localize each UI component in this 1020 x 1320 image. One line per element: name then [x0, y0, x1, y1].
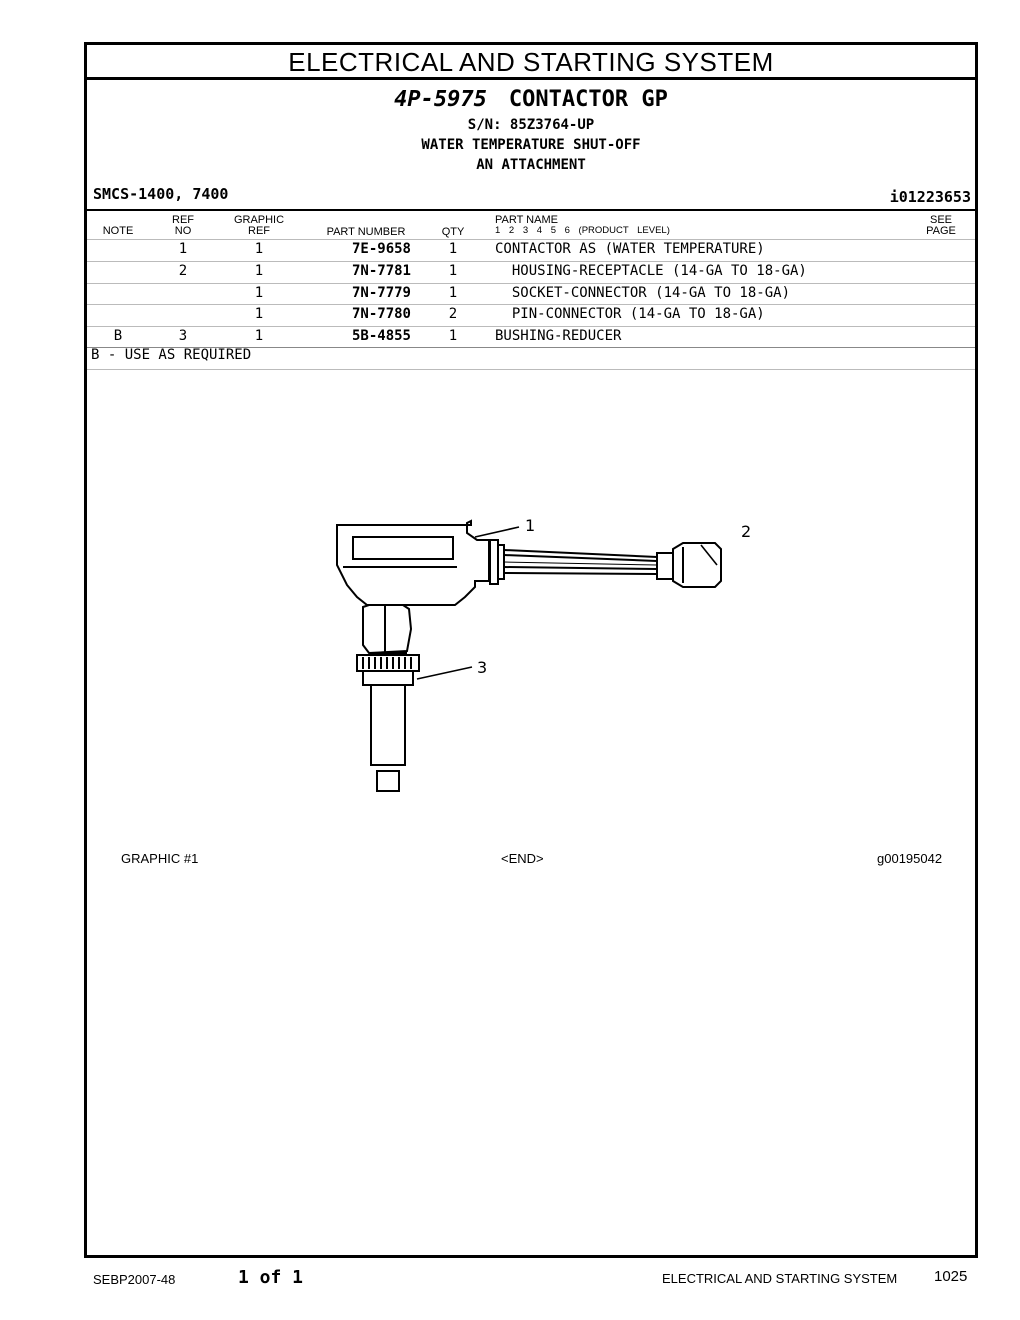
- part-title: [87, 85, 975, 115]
- row-part-number: 7N-7781: [351, 263, 411, 279]
- graphic-id: g00195042: [877, 851, 943, 866]
- row-part-name: PIN-CONNECTOR (14-GA TO 18-GA): [495, 306, 765, 322]
- row-graphic-ref: 1: [254, 306, 264, 322]
- page-number: 1025: [934, 1268, 968, 1285]
- row-part-name: HOUSING-RECEPTACLE (14-GA TO 18-GA): [495, 263, 807, 279]
- document-identifier: i01223653: [889, 188, 971, 206]
- col-part-name: PART NAME: [495, 214, 558, 226]
- col-ref-bottom: NO: [174, 225, 192, 237]
- row-divider: [87, 369, 975, 370]
- callout-2: 2: [741, 522, 752, 541]
- smcs-code: SMCS-1400, 7400: [93, 185, 229, 203]
- hex-nut: [363, 605, 411, 653]
- row-ref-no: 3: [178, 328, 188, 344]
- connector-housing: [673, 543, 721, 587]
- row-graphic-ref: 1: [254, 263, 264, 279]
- row-part-name: BUSHING-REDUCER: [495, 328, 622, 344]
- probe-tip: [377, 771, 399, 791]
- footer-section: ELECTRICAL AND STARTING SYSTEM: [662, 1271, 898, 1286]
- row-ref-no: 2: [178, 263, 188, 279]
- temperature-probe: [371, 685, 405, 765]
- col-graphic-ref-bottom: REF: [248, 225, 270, 237]
- row-graphic-ref: 1: [254, 241, 264, 257]
- divider: [87, 209, 975, 211]
- col-product-level: 1 2 3 4 5 6 (PRODUCT LEVEL): [495, 225, 670, 236]
- footnote: B - USE AS REQUIRED: [91, 347, 252, 363]
- contactor-illustration: [307, 485, 752, 785]
- row-qty: 1: [448, 263, 458, 279]
- description-line-2: AN ATTACHMENT: [476, 157, 586, 173]
- col-ref-top: REF: [172, 214, 194, 226]
- row-part-number: 7N-7779: [351, 285, 411, 301]
- col-part-number: PART NUMBER: [326, 226, 406, 238]
- row-part-number: 7E-9658: [351, 241, 411, 257]
- callout-1: 1: [525, 516, 536, 535]
- row-qty: 2: [448, 306, 458, 322]
- title-block: [87, 85, 975, 175]
- graphic-end: <END>: [501, 851, 544, 866]
- page-frame: [84, 42, 978, 1258]
- col-see-page-top: SEE: [929, 214, 952, 226]
- row-ref-no: 1: [178, 241, 188, 257]
- contactor-window: [353, 537, 453, 559]
- row-part-name: CONTACTOR AS (WATER TEMPERATURE): [495, 241, 765, 257]
- contactor-body: [337, 521, 489, 605]
- row-graphic-ref: 1: [254, 328, 264, 344]
- row-note: B: [113, 328, 123, 344]
- col-graphic-ref-top: GRAPHIC: [233, 214, 285, 226]
- row-part-name: SOCKET-CONNECTOR (14-GA TO 18-GA): [495, 285, 791, 301]
- callout-3: 3: [477, 658, 488, 677]
- document-number: SEBP2007-48: [93, 1272, 176, 1287]
- graphic-label: GRAPHIC #1: [121, 851, 199, 866]
- col-qty: QTY: [441, 226, 465, 238]
- row-qty: 1: [448, 285, 458, 301]
- col-see-page-bottom: PAGE: [926, 225, 956, 237]
- row-qty: 1: [448, 241, 458, 257]
- row-qty: 1: [448, 328, 458, 344]
- page-count: 1 of 1: [238, 1267, 304, 1288]
- col-note: NOTE: [102, 225, 134, 237]
- group-part-number: 4P-5975: [394, 87, 487, 112]
- group-part-name: CONTACTOR GP: [508, 87, 668, 112]
- row-graphic-ref: 1: [254, 285, 264, 301]
- connector-sleeve: [657, 553, 673, 579]
- description-line-1: WATER TEMPERATURE SHUT-OFF: [421, 137, 641, 153]
- section-title: ELECTRICAL AND STARTING SYSTEM: [87, 45, 975, 80]
- serial-number: S/N: 85Z3764-UP: [467, 117, 595, 133]
- row-part-number: 5B-4855: [351, 328, 411, 344]
- row-part-number: 7N-7780: [351, 306, 411, 322]
